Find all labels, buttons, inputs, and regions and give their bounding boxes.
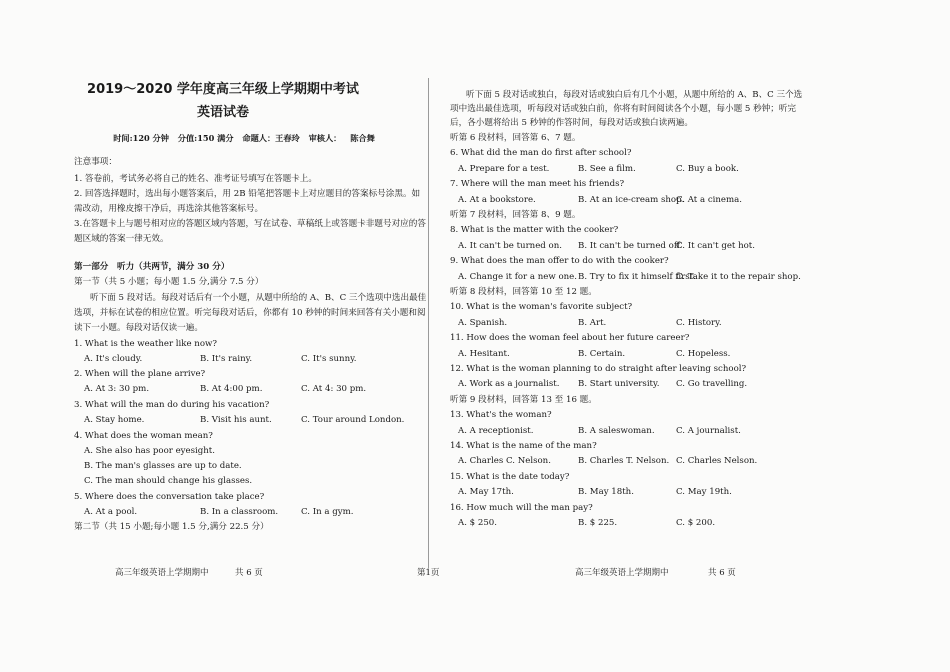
option-a: A. Stay home.: [84, 415, 145, 425]
footer-right-pages: 共 6 页: [708, 568, 736, 578]
option-b: B. See a film.: [578, 163, 636, 174]
question: 6. What did the man do first after school?: [450, 148, 632, 159]
part2-instruction: 听下面 5 段对话或独白，每段对话或独白后有几个小题，从题中所给的 A、B、C 三个选: [466, 90, 803, 100]
option-c: C. Charles Nelson.: [676, 456, 758, 467]
option-b: B. Visit his aunt.: [200, 415, 272, 425]
question: 11. How does the woman feel about her future career?: [450, 333, 690, 344]
option-c: C. Go travelling.: [676, 379, 748, 390]
option-c: C. It's sunny.: [301, 354, 357, 364]
option-c: C. It can't get hot.: [676, 240, 755, 251]
option-a: A. She also has poor eyesight.: [84, 446, 215, 456]
question: 15. What is the date today?: [450, 471, 570, 482]
question: 7. Where will the man meet his friends?: [450, 179, 625, 190]
question-3: 3. What will the man do during his vacation?: [74, 400, 270, 410]
section2-heading: 第二节（共 15 小题;每小题 1.5 分,满分 22.5 分）: [74, 522, 269, 532]
option-c: C. In a gym.: [301, 507, 354, 517]
exam-title: 2019～2020 学年度高三年级上学期期中考试: [87, 82, 359, 97]
section-note: 听第 6 段材料，回答第 6、7 题。: [450, 133, 581, 143]
part1-instruction: 听下面 5 段对话。每段对话后有一个小题，从题中所给的 A、B、C 三个选项中选出最佳: [90, 293, 427, 303]
notice-item: 2. 回答选择题时，选出每小题答案后，用 2B 铅笔把答题卡上对应题目的答案标号涂黑。如: [74, 189, 421, 199]
exam-author: 命题人：王春玲: [242, 133, 300, 143]
option-a: A. A receptionist.: [458, 425, 534, 436]
question: 13. What's the woman?: [450, 410, 552, 421]
section-note: 听第 8 段材料，回答第 10 至 12 题。: [450, 287, 597, 297]
exam-reviewer-label: 审核人：: [308, 133, 342, 143]
option-b: B. It can't be turned off.: [578, 240, 683, 251]
option-a: A. At 3: 30 pm.: [84, 384, 150, 394]
part2-instruction: 项中选出最佳选项，听每段对话或独白前，你将有时间阅读各个小题，每小题 5 秒钟；听完: [450, 104, 797, 114]
question: 8. What is the matter with the cooker?: [450, 225, 619, 236]
exam-meta: [74, 133, 414, 144]
footer-left-pages: 共 6 页: [235, 568, 263, 578]
option-b: B. May 18th.: [578, 487, 634, 498]
footer-left-title: 高三年级英语上学期期中: [115, 568, 209, 578]
option-c: C. May 19th.: [676, 487, 732, 498]
option-a: A. Charles C. Nelson.: [458, 456, 551, 467]
option-c: C. $ 200.: [676, 518, 716, 528]
option-c: C. Tour around London.: [301, 415, 405, 425]
option-a: A. Change it for a new one.: [458, 271, 577, 282]
notice-item: 3.在答题卡上与题号相对应的答题区域内答题，写在试卷、草稿纸上或答题卡非题号对应的答: [74, 219, 426, 229]
notice-item: 需改动，用橡皮擦干净后，再选涂其他答案标号。: [74, 204, 264, 214]
question: 14. What is the name of the man?: [450, 441, 597, 451]
part1-instruction: 选项，并标在试卷的相应位置。听完每段对话后，你都有 10 秒钟的时间来回答有关小题和阅: [74, 308, 426, 318]
option-a: A. It can't be turned on.: [458, 240, 562, 251]
notice-heading: 注意事项：: [74, 157, 117, 167]
footer-page-number: 第1页: [417, 568, 440, 578]
option-c: C. Buy a book.: [676, 163, 739, 174]
part1-heading: 第一部分 听力（共两节，满分 30 分）: [74, 262, 230, 272]
question-2: 2. When will the plane arrive?: [74, 369, 206, 379]
question-1: 1. What is the weather like now?: [74, 339, 217, 349]
option-b: B. Certain.: [578, 348, 626, 359]
option-a: A. It's cloudy.: [84, 354, 143, 364]
option-c: C. At a cinema.: [676, 194, 743, 205]
exam-reviewer-name: 陈合舞: [350, 133, 375, 143]
option-b: B. Art.: [578, 317, 607, 328]
option-b: B. In a classroom.: [200, 507, 279, 517]
part1-instruction: 读下一小题。每段对话仅读一遍。: [74, 323, 203, 333]
option-a: A. Spanish.: [458, 317, 508, 328]
option-a: A. May 17th.: [458, 487, 514, 498]
option-b: B. Try to fix it himself first.: [578, 271, 696, 282]
option-a: A. At a pool.: [84, 507, 138, 517]
option-b: B. $ 225.: [578, 518, 618, 528]
section1-heading: 第一节（共 5 小题；每小题 1.5 分,满分 7.5 分）: [74, 277, 264, 287]
part2-instruction: 后，各小题将给出 5 秒钟的作答时间，每段对话或独白读两遍。: [450, 118, 693, 128]
option-b: B. It's rainy.: [200, 354, 253, 364]
option-b: B. A saleswoman.: [578, 425, 655, 436]
notice-item: 题区域的答案一律无效。: [74, 234, 169, 244]
option-b: B. At an ice-cream shop.: [578, 194, 685, 205]
option-b: B. At 4:00 pm.: [200, 384, 263, 394]
option-a: A. Work as a journalist.: [458, 379, 560, 390]
option-c: C. Hopeless.: [676, 348, 731, 359]
question-5: 5. Where does the conversation take place?: [74, 492, 265, 502]
exam-time: 时间:120 分钟: [113, 133, 169, 143]
option-b: B. The man's glasses are up to date.: [84, 461, 242, 471]
option-c: C. The man should change his glasses.: [84, 476, 253, 486]
option-c: C. Take it to the repair shop.: [676, 271, 801, 282]
section-note: 听第 7 段材料，回答第 8、9 题。: [450, 210, 581, 220]
question: 12. What is the woman planning to do straight after leaving school?: [450, 364, 747, 374]
exam-score: 分值:150 满分: [177, 133, 234, 143]
notice-item: 1. 答卷前，考试务必将自己的姓名、准考证号填写在答题卡上。: [74, 174, 317, 184]
option-a: A. $ 250.: [458, 518, 498, 528]
option-a: A. Hesitant.: [458, 348, 510, 359]
option-a: A. Prepare for a test.: [458, 163, 550, 174]
option-c: C. At 4: 30 pm.: [301, 384, 367, 394]
question: 16. How much will the man pay?: [450, 502, 593, 513]
option-c: C. A journalist.: [676, 425, 741, 436]
question-4: 4. What does the woman mean?: [74, 431, 213, 441]
option-a: A. At a bookstore.: [458, 194, 536, 205]
section-note: 听第 9 段材料，回答第 13 至 16 题。: [450, 394, 597, 405]
question: 9. What does the man offer to do with the cooker?: [450, 256, 669, 267]
column-divider: [428, 78, 429, 568]
option-b: B. Start university.: [578, 379, 660, 390]
exam-subtitle: 英语试卷: [196, 105, 249, 120]
footer-right-title: 高三年级英语上学期期中: [575, 568, 669, 578]
option-c: C. History.: [676, 317, 722, 328]
option-b: B. Charles T. Nelson.: [578, 456, 670, 467]
question: 10. What is the woman's favorite subject?: [450, 302, 633, 313]
